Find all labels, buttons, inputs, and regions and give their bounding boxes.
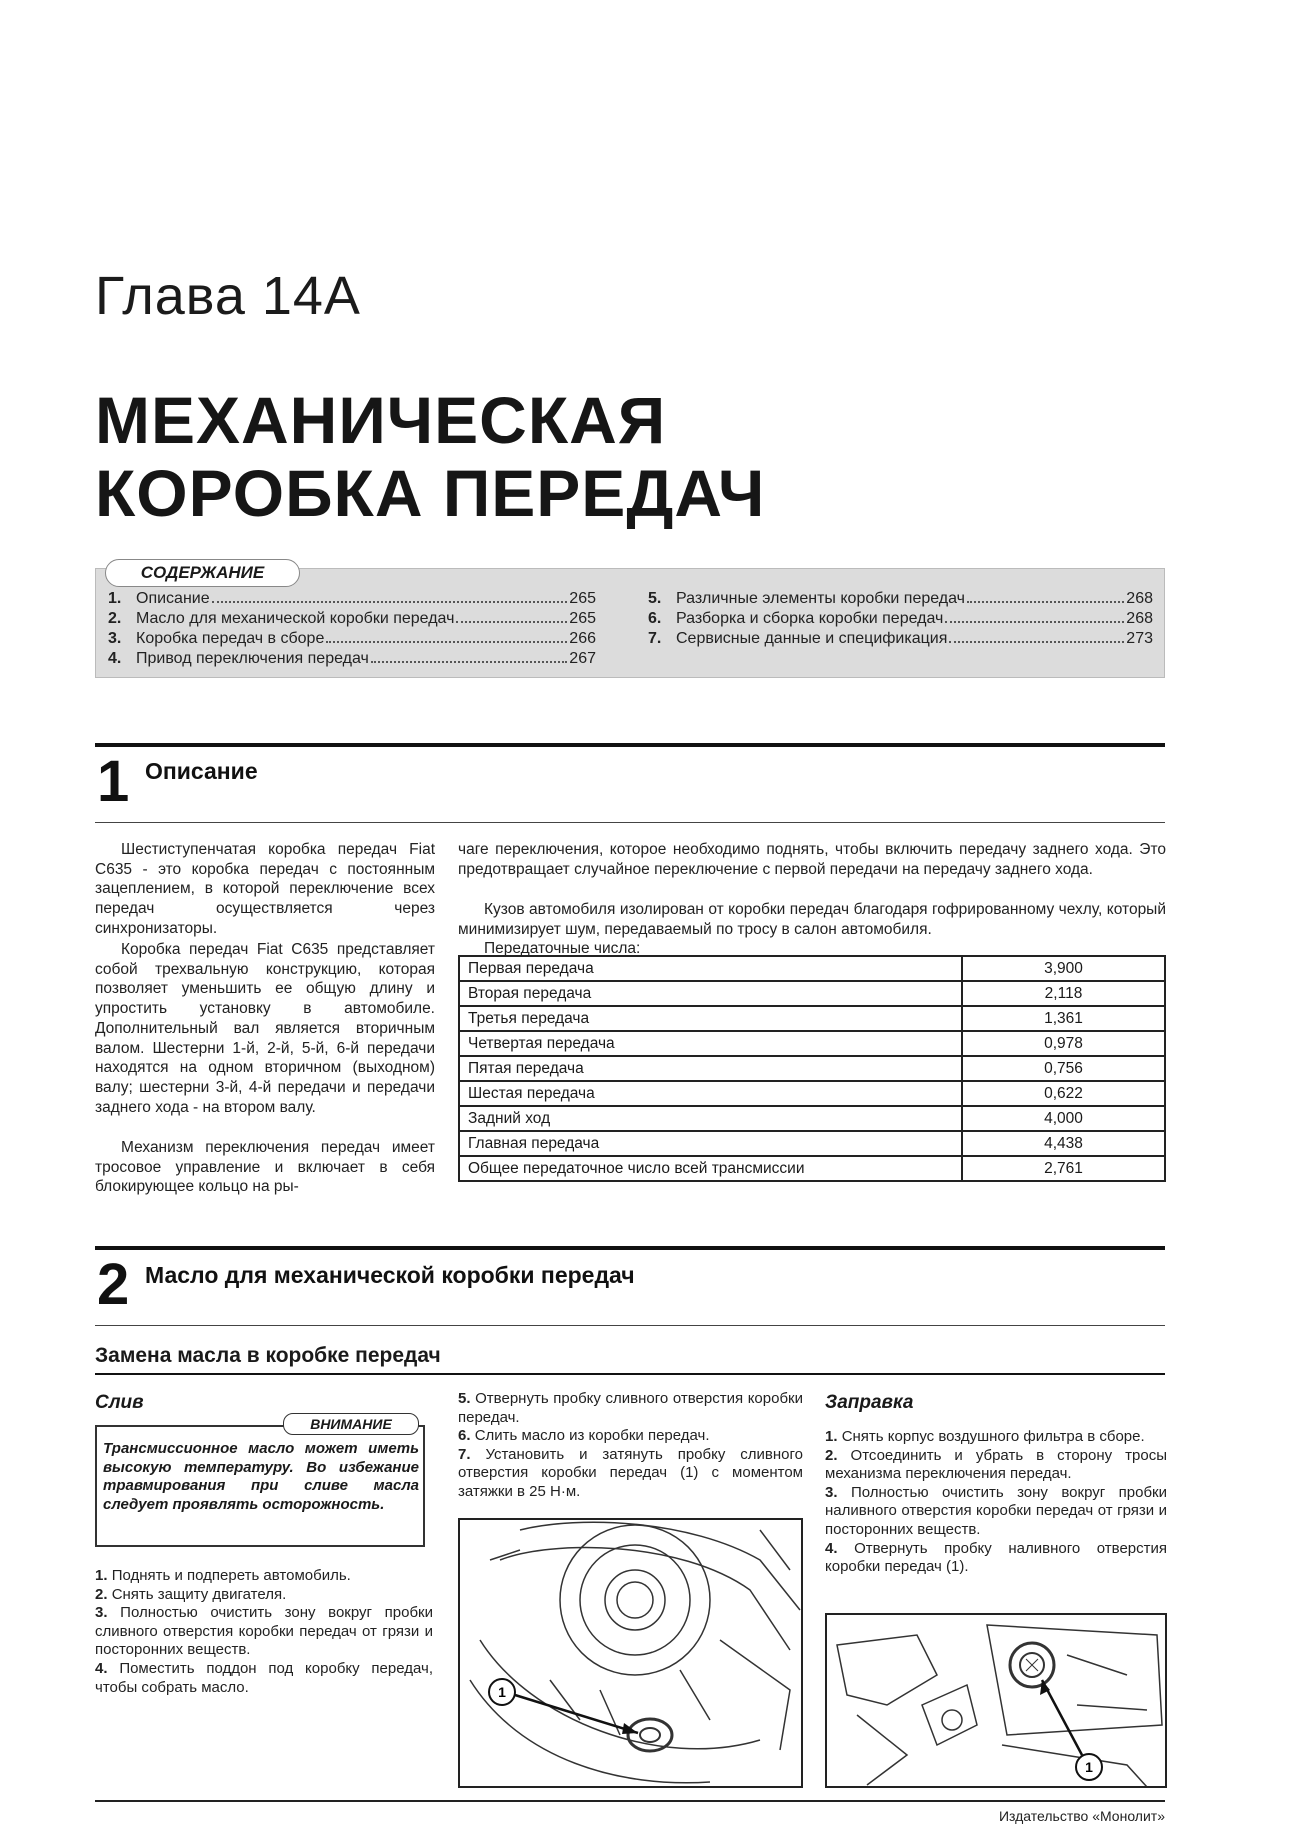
toc-item[interactable] [108,630,596,648]
ratio-value: 0,978 [962,1031,1165,1056]
section-title: Масло для механической коробки передач [145,1262,635,1288]
ratio-name: Шестая передача [459,1081,962,1106]
ratio-value: 2,118 [962,981,1165,1006]
toc-item-num: 3. [108,630,122,647]
toc-item-label: Привод переключения передач [136,650,369,667]
section-title: Описание [145,758,258,784]
fill-steps [825,1428,1167,1577]
ratio-name: Задний ход [459,1106,962,1131]
body-paragraph: Передаточные числа: [484,940,641,957]
toc-item-num: 6. [648,610,662,627]
table-row [459,1081,1165,1106]
list-item: 5. Отвернуть пробку сливного отверстия коробки передач. [458,1390,803,1426]
toc-item-label: Коробка передач в сборе [136,630,325,647]
toc-item-label: Различные элементы коробки передач [676,590,966,607]
toc-item-page: 267 [569,650,596,667]
table-row [459,1056,1165,1081]
figure-callout: 1 [1085,1759,1093,1775]
list-item: 1. Поднять и подпереть автомобиль. [95,1567,351,1584]
ratio-name: Первая передача [459,956,962,981]
subsection-title: Замена масла в коробке передач [95,1344,441,1367]
section-divider [95,1246,1165,1250]
publisher-footer: Издательство «Монолит» [998,1808,1165,1824]
toc-item-num: 1. [108,590,122,607]
toc-item[interactable] [648,630,1153,648]
section-underline [95,822,1165,823]
table-row [459,981,1165,1006]
list-item: 2. Отсоединить и убрать в сторону тросы механизма переключения передач. [825,1446,1167,1483]
toc-heading: СОДЕРЖАНИЕ [105,559,300,587]
toc-item-page: 273 [1126,630,1153,647]
section-divider [95,743,1165,747]
toc-item-num: 2. [108,610,122,627]
ratio-name: Третья передача [459,1006,962,1031]
section-underline [95,1325,1165,1326]
table-row [459,1006,1165,1031]
warning-tag: ВНИМАНИЕ [283,1413,419,1435]
table-row [459,1106,1165,1131]
page-title-line1: МЕХАНИЧЕСКАЯ [95,383,667,457]
toc-item-page: 265 [569,590,596,607]
fill-plug-figure [825,1613,1167,1788]
fill-heading: Заправка [825,1392,914,1413]
section-number: 1 [97,749,130,814]
gearbox-drawing [460,1520,803,1788]
ratio-value: 3,900 [962,956,1165,981]
toc-item-page: 268 [1126,610,1153,627]
figure-callout: 1 [498,1684,506,1700]
list-item: 3. Полностью очистить зону вокруг пробки наливного отверстия коробки передач от грязи и посторонних веществ. [825,1483,1167,1538]
toc-item-page: 265 [569,610,596,627]
body-paragraph: Механизм переключения передач имеет тросовое управление и включает в себя блокирующее кольцо на ры- [95,1139,435,1196]
list-item: 1. Снять корпус воздушного фильтра в сборе. [825,1428,1145,1445]
list-item: 6. Слить масло из коробки передач. [458,1427,710,1445]
ratio-name: Главная передача [459,1131,962,1156]
table-row [459,956,1165,981]
toc-item-num: 5. [648,590,662,607]
middle-steps [458,1390,803,1502]
filler-drawing [827,1615,1167,1788]
drain-plug-figure [458,1518,803,1788]
ratio-value: 4,000 [962,1106,1165,1131]
ratio-value: 2,761 [962,1156,1165,1181]
toc-item-num: 4. [108,650,122,667]
body-paragraph: чаге переключения, которое необходимо поднять, чтобы включить передачу заднего хода. Это предотвращает случайное переключение с первой передачи на передачу заднего хода. [458,841,1166,878]
toc-item-page: 268 [1126,590,1153,607]
toc-item-label: Сервисные данные и спецификация [676,630,948,647]
ratio-value: 1,361 [962,1006,1165,1031]
section-number: 2 [97,1252,130,1317]
drain-heading: Слив [95,1392,144,1413]
footer-divider [95,1800,1165,1802]
ratio-name: Общее передаточное число всей трансмиссии [459,1156,962,1181]
toc-item[interactable] [108,590,596,608]
ratio-name: Пятая передача [459,1056,962,1081]
list-item: 2. Снять защиту двигателя. [95,1585,287,1603]
body-paragraph: Коробка передач Fiat C635 представляет собой трехвальную конструкцию, которая позволяет уменьшить ее общую длину и упростить установку в автомобиле. Дополнительный вал является вторичным валом. Шестерни 1-й, 2-й, 5-й, 6-й передачи находятся на одном вторичном (выходном) валу; шестерни 3-й, 4-й передачи и передачи заднего хода - на втором валу. [95,941,435,1116]
list-item: 7. Установить и затянуть пробку сливного отверстия коробки передач (1) с моментом затяжки в 25 Н·м. [458,1445,803,1500]
table-row [459,1156,1165,1181]
drain-steps [95,1567,433,1697]
toc-item[interactable] [648,590,1153,608]
ratio-name: Вторая передача [459,981,962,1006]
ratio-name: Четвертая передача [459,1031,962,1056]
subsection-underline [95,1373,1165,1375]
toc-item-page: 266 [569,630,596,647]
ratio-value: 0,756 [962,1056,1165,1081]
table-row [459,1131,1165,1156]
table-row [459,1031,1165,1056]
ratio-value: 0,622 [962,1081,1165,1106]
body-paragraph: Кузов автомобиля изолирован от коробки передач благодаря гофрированному чехлу, который минимизирует шум, передаваемый по тросу в салон автомобиля. [458,901,1166,938]
toc-item[interactable] [108,610,596,628]
toc-item[interactable] [108,650,596,668]
toc-item[interactable] [648,610,1153,628]
toc-item-label: Описание [136,590,210,607]
list-item: 4. Отвернуть пробку наливного отверстия коробки передач (1). [825,1539,1167,1576]
gear-ratio-table [458,955,1166,1182]
toc-item-label: Масло для механической коробки передач [136,610,455,627]
list-item: 3. Полностью очистить зону вокруг пробки сливного отверстия коробки передач от грязи и посторонних веществ. [95,1604,433,1659]
toc-item-num: 7. [648,630,662,647]
warning-text: Трансмиссионное масло может иметь высокую температуру. Во избежание травмирования при сливе масла следует проявлять осторожность. [103,1440,419,1513]
page-title-line2: КОРОБКА ПЕРЕДАЧ [95,456,766,530]
chapter-label: Глава 14А [95,266,361,326]
ratio-value: 4,438 [962,1131,1165,1156]
list-item: 4. Поместить поддон под коробку передач, чтобы собрать масло. [95,1659,433,1696]
body-paragraph: Шестиступенчатая коробка передач Fiat C635 - это коробка передач с постоянным зацеплением, в которой переключение всех передач осуществляется через синхронизаторы. [95,841,435,937]
toc-item-label: Разборка и сборка коробки передач [676,610,944,627]
